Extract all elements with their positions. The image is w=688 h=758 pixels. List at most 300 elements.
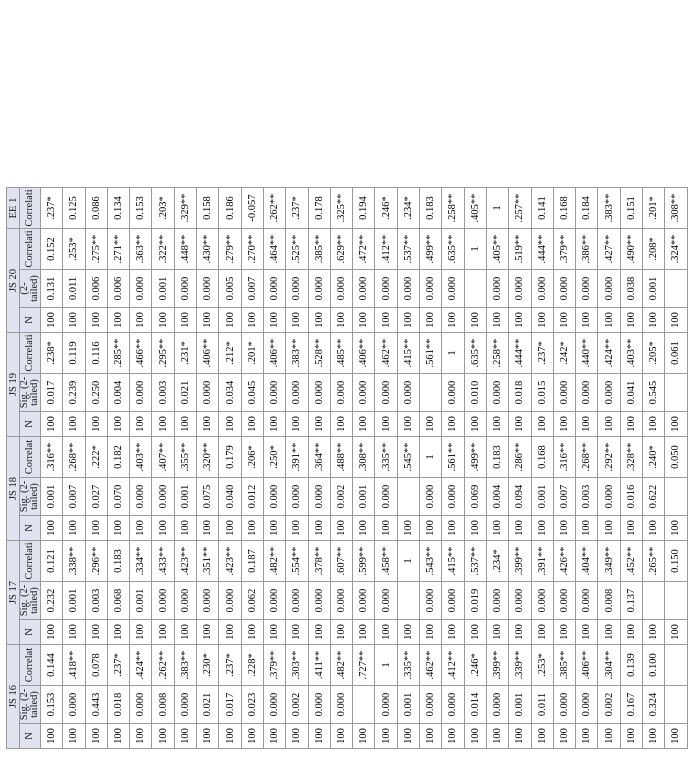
correlation-value: .230*	[197, 645, 219, 686]
table-row	[330, 188, 352, 749]
table-row	[509, 188, 531, 749]
n-value: 100	[576, 724, 598, 749]
sig-value: 0.000	[420, 478, 442, 516]
correlation-value: .472**	[353, 229, 375, 270]
correlation-value: .545**	[397, 437, 419, 478]
sig-value: 0.010	[464, 374, 486, 412]
sig-value: 0.006	[85, 270, 107, 308]
n-value: 100	[375, 620, 397, 645]
n-value: 100	[130, 308, 152, 333]
sig-value	[665, 374, 687, 412]
correlation-value: .320**	[197, 437, 219, 478]
n-value: 100	[130, 724, 152, 749]
table-row	[620, 188, 642, 749]
correlation-value: .391**	[286, 437, 308, 478]
sig-value: 0.000	[174, 686, 196, 724]
correlation-value: .543**	[420, 541, 442, 582]
n-value: 100	[486, 412, 508, 437]
table-row	[197, 188, 219, 749]
correlation-value: .407**	[152, 437, 174, 478]
ee-correlation-value: .203*	[152, 188, 174, 229]
correlation-value: .292**	[598, 437, 620, 478]
correlation-value: .423**	[174, 541, 196, 582]
sig-value: 0.000	[420, 686, 442, 724]
sig-value: 0.000	[152, 582, 174, 620]
correlation-value: .499**	[420, 229, 442, 270]
n-value: 100	[286, 308, 308, 333]
sig-value: 0.008	[598, 582, 620, 620]
table-row	[643, 188, 665, 749]
correlation-value: .399**	[509, 541, 531, 582]
sig-value: 0.038	[620, 270, 642, 308]
ee-correlation-value: .237*	[286, 188, 308, 229]
ee-correlation-value: 0.151	[620, 188, 642, 229]
correlation-value: .250*	[263, 437, 285, 478]
n-value: 100	[308, 724, 330, 749]
n-value: 100	[63, 516, 85, 541]
n-value: 100	[219, 412, 241, 437]
ee-correlation-value: .201*	[643, 188, 665, 229]
n-value: 100	[576, 412, 598, 437]
n-value: 100	[152, 308, 174, 333]
ee-correlation-value: .237*	[41, 188, 63, 229]
sig-value: 0.000	[531, 270, 553, 308]
sig-value: 0.001	[643, 270, 665, 308]
sig-value: 0.443	[85, 686, 107, 724]
sig-value: 0.000	[308, 582, 330, 620]
n-value: 100	[442, 724, 464, 749]
correlation-value: .316**	[41, 437, 63, 478]
sig-value: 0.000	[598, 478, 620, 516]
n-value: 100	[464, 412, 486, 437]
sig-value: 0.000	[197, 582, 219, 620]
n-value: 100	[375, 724, 397, 749]
ee-correlation-value: 0.183	[420, 188, 442, 229]
ee-correlation-value: 0.186	[219, 188, 241, 229]
correlation-value: .426**	[553, 541, 575, 582]
sig-value: 0.014	[464, 686, 486, 724]
n-value: 100	[330, 620, 352, 645]
correlation-value: .201*	[241, 333, 263, 374]
sig-value: 0.000	[375, 478, 397, 516]
n-value: 100	[486, 724, 508, 749]
n-value: 100	[531, 620, 553, 645]
correlation-value: .607**	[330, 541, 352, 582]
sig-value: 0.012	[241, 478, 263, 516]
n-value: 100	[576, 620, 598, 645]
correlation-value: .265**	[643, 541, 665, 582]
n-value: 100	[263, 308, 285, 333]
sig-value: 0.000	[375, 270, 397, 308]
n-value: 100	[152, 412, 174, 437]
n-value: 100	[353, 516, 375, 541]
n-value: 100	[464, 516, 486, 541]
n-value: 100	[152, 724, 174, 749]
sig-label: Sig. (2-tailed)	[20, 686, 41, 724]
n-value: 100	[197, 516, 219, 541]
table-row	[420, 188, 442, 749]
sig-value: 0.000	[442, 478, 464, 516]
header-row-labels	[20, 188, 41, 749]
sig-value: 0.000	[353, 582, 375, 620]
ee-correlation-value: 0.184	[576, 188, 598, 229]
n-value: 100	[442, 412, 464, 437]
sig-value: 0.001	[41, 478, 63, 516]
n-value: 100	[665, 516, 687, 541]
correlation-value: .285**	[107, 333, 129, 374]
table-row	[308, 188, 330, 749]
sig-value: 0.001	[130, 582, 152, 620]
sig-value: 0.034	[219, 374, 241, 412]
sig-value: 0.002	[286, 686, 308, 724]
n-value: 100	[353, 620, 375, 645]
n-value: 100	[219, 724, 241, 749]
table-row	[598, 188, 620, 749]
ee-correlation-value: .308**	[665, 188, 687, 229]
ee-correlation-value: 0.125	[63, 188, 85, 229]
n-value: 100	[620, 724, 642, 749]
sig-value: 0.021	[174, 374, 196, 412]
ee-correlation-value: 0.153	[130, 188, 152, 229]
n-value: 100	[553, 308, 575, 333]
n-value: 100	[174, 724, 196, 749]
ee-correlation-value: 0.168	[553, 188, 575, 229]
ee-correlation-value: -0.057	[241, 188, 263, 229]
sig-value: 0.000	[263, 270, 285, 308]
n-value: 100	[442, 308, 464, 333]
sig-value: 0.000	[263, 582, 285, 620]
ee-correlation-value: 0.158	[197, 188, 219, 229]
sig-value: 0.000	[353, 270, 375, 308]
sig-label: Sig. (2-tailed)	[20, 374, 41, 412]
n-value: 100	[620, 620, 642, 645]
sig-value: 0.250	[85, 374, 107, 412]
sig-value: 0.007	[241, 270, 263, 308]
correlation-value: .490**	[620, 229, 642, 270]
sig-value: 0.023	[241, 686, 263, 724]
n-value: 100	[643, 620, 665, 645]
n-value: 100	[63, 412, 85, 437]
sig-value: 0.000	[442, 270, 464, 308]
n-value: 100	[643, 412, 665, 437]
sig-value: 0.003	[85, 582, 107, 620]
correlation-value: .303**	[286, 645, 308, 686]
n-value: 100	[576, 308, 598, 333]
n-value: 100	[308, 516, 330, 541]
n-value: 100	[197, 620, 219, 645]
correlation-value: .253*	[531, 645, 553, 686]
sig-value: 0.027	[85, 478, 107, 516]
group-title: JS 16	[7, 645, 20, 749]
sig-value: 0.000	[553, 686, 575, 724]
correlation-value: .385**	[553, 645, 575, 686]
correlation-value: .415**	[397, 333, 419, 374]
correlation-value: .499**	[464, 437, 486, 478]
n-value: 100	[286, 724, 308, 749]
correlation-value: .482**	[330, 645, 352, 686]
sig-value: 0.000	[486, 270, 508, 308]
correlation-value: .554**	[286, 541, 308, 582]
correlation-value: 0.119	[63, 333, 85, 374]
n-value: 100	[531, 516, 553, 541]
sig-value: 0.000	[263, 686, 285, 724]
n-value: 100	[665, 724, 687, 749]
n-value: 100	[41, 516, 63, 541]
correlation-value: 0.078	[85, 645, 107, 686]
table-row	[397, 188, 419, 749]
table-row	[553, 188, 575, 749]
n-value: 100	[330, 308, 352, 333]
n-value: 100	[375, 516, 397, 541]
sig-value: 0.000	[375, 582, 397, 620]
correlation-value: .537**	[397, 229, 419, 270]
n-value: 100	[241, 308, 263, 333]
sig-value: 0.000	[576, 270, 598, 308]
n-value: 100	[620, 412, 642, 437]
correlation-value: .334**	[130, 541, 152, 582]
sig-value: 0.000	[375, 374, 397, 412]
sig-value: 0.545	[643, 374, 665, 412]
correlation-value: .403**	[130, 437, 152, 478]
sig-value: 0.000	[152, 478, 174, 516]
n-value: 100	[263, 724, 285, 749]
sig-value: 0.000	[442, 374, 464, 412]
sig-value: 0.167	[620, 686, 642, 724]
group-title: JS 18	[7, 437, 20, 541]
correlation-value: 0.144	[41, 645, 63, 686]
correlation-value: .406**	[576, 645, 598, 686]
sig-value: 0.000	[130, 374, 152, 412]
correlation-value: .296**	[85, 541, 107, 582]
correlation-value: .433**	[152, 541, 174, 582]
correlation-value: .415**	[442, 541, 464, 582]
sig-value: 0.000	[598, 374, 620, 412]
sig-value: 0.001	[353, 478, 375, 516]
sig-value: 0.016	[620, 478, 642, 516]
n-value: 100	[219, 620, 241, 645]
n-value: 100	[107, 412, 129, 437]
n-value: 100	[174, 308, 196, 333]
n-value: 100	[330, 724, 352, 749]
sig-value	[353, 686, 375, 724]
n-value: 100	[553, 724, 575, 749]
correlation-value: .338**	[63, 541, 85, 582]
sig-value: 0.000	[197, 374, 219, 412]
n-value: 100	[553, 620, 575, 645]
n-value: 100	[353, 724, 375, 749]
correlation-value: .316**	[553, 437, 575, 478]
correlation-value: 0.150	[665, 541, 687, 582]
sig-value: 0.018	[107, 686, 129, 724]
sig-value: 0.045	[241, 374, 263, 412]
table-row	[85, 188, 107, 749]
ee-correlation-value: .262**	[263, 188, 285, 229]
n-value: 100	[665, 308, 687, 333]
sig-value: 0.000	[308, 270, 330, 308]
sig-value: 0.000	[420, 270, 442, 308]
correlation-value: .629**	[330, 229, 352, 270]
ee-title: EE 1	[7, 188, 20, 229]
correlation-value: .635**	[442, 229, 464, 270]
ee-correlation-value: 0.086	[85, 188, 107, 229]
n-value: 100	[63, 724, 85, 749]
correlation-value: .378**	[308, 541, 330, 582]
correlation-value: .328**	[620, 437, 642, 478]
n-value: 100	[263, 620, 285, 645]
correlation-value: .406**	[197, 333, 219, 374]
sig-value: 0.000	[308, 686, 330, 724]
correlation-value: .268**	[576, 437, 598, 478]
n-value: 100	[241, 412, 263, 437]
correlation-value: 0.050	[665, 437, 687, 478]
sig-value: 0.005	[219, 270, 241, 308]
correlation-value: .383**	[174, 645, 196, 686]
n-value: 100	[598, 308, 620, 333]
sig-value: 0.000	[130, 270, 152, 308]
correlation-value: .391**	[531, 541, 553, 582]
correlation-value: .237*	[219, 645, 241, 686]
correlation-value: .242*	[553, 333, 575, 374]
n-value: 100	[420, 620, 442, 645]
sig-value	[464, 270, 486, 308]
n-value: 100	[152, 620, 174, 645]
table-row	[63, 188, 85, 749]
correlation-value: .485**	[330, 333, 352, 374]
sig-value: 0.000	[509, 270, 531, 308]
correlation-value: .222*	[85, 437, 107, 478]
ee-correlation-value: .325**	[330, 188, 352, 229]
sig-value: 0.000	[263, 374, 285, 412]
table-row	[241, 188, 263, 749]
correlation-value: .561**	[442, 437, 464, 478]
n-value: 100	[598, 516, 620, 541]
n-label: N	[20, 516, 41, 541]
sig-value: 0.004	[486, 478, 508, 516]
correlation-value: 0.121	[41, 541, 63, 582]
sig-value: 0.239	[63, 374, 85, 412]
correlation-value: .482**	[263, 541, 285, 582]
correlation-label: Correlati	[20, 333, 41, 374]
sig-value: 0.000	[397, 374, 419, 412]
n-value: 100	[130, 620, 152, 645]
sig-value: 0.075	[197, 478, 219, 516]
correlation-value: .452**	[620, 541, 642, 582]
sig-value	[397, 478, 419, 516]
sig-value: 0.000	[263, 478, 285, 516]
sig-value: 0.000	[576, 582, 598, 620]
n-value: 100	[63, 620, 85, 645]
correlation-value: .231*	[174, 333, 196, 374]
table-row	[375, 188, 397, 749]
correlation-value: .234*	[486, 541, 508, 582]
n-label: N	[20, 724, 41, 749]
n-value: 100	[308, 412, 330, 437]
sig-value: 0.018	[509, 374, 531, 412]
sig-value: 0.001	[531, 478, 553, 516]
n-value: 100	[263, 516, 285, 541]
sig-value: 0.007	[63, 478, 85, 516]
ee-correlation-label: Correlati	[20, 188, 41, 229]
n-value: 100	[420, 412, 442, 437]
correlation-value: .444**	[509, 333, 531, 374]
correlation-value: 0.152	[41, 229, 63, 270]
correlation-value: 1	[375, 645, 397, 686]
n-value: 100	[442, 620, 464, 645]
correlation-value: .268**	[63, 437, 85, 478]
sig-value: 0.000	[576, 686, 598, 724]
sig-value: 0.001	[397, 686, 419, 724]
correlation-value: .399**	[486, 645, 508, 686]
correlation-value: .363**	[130, 229, 152, 270]
sig-value: 0.137	[620, 582, 642, 620]
table-row	[152, 188, 174, 749]
correlation-value: .635**	[464, 333, 486, 374]
table-row	[531, 188, 553, 749]
n-value: 100	[509, 412, 531, 437]
n-value: 100	[553, 516, 575, 541]
correlation-value: .462**	[375, 333, 397, 374]
n-value: 100	[197, 308, 219, 333]
sig-value: 0.017	[41, 374, 63, 412]
correlation-value: .308**	[353, 437, 375, 478]
sig-value: 0.008	[152, 686, 174, 724]
n-value: 100	[174, 412, 196, 437]
sig-value: 0.131	[41, 270, 63, 308]
n-label: N	[20, 308, 41, 333]
correlation-value: .424**	[598, 333, 620, 374]
n-value: 100	[486, 516, 508, 541]
correlation-value: .385**	[308, 229, 330, 270]
correlation-value: .537**	[464, 541, 486, 582]
sig-value: 0.000	[442, 686, 464, 724]
n-value: 100	[665, 412, 687, 437]
sig-value: 0.000	[286, 374, 308, 412]
ee-correlation-value: .258**	[442, 188, 464, 229]
sig-value: 0.002	[598, 686, 620, 724]
ee-correlation-value: .329**	[174, 188, 196, 229]
n-value: 100	[85, 724, 107, 749]
sig-value: 0.001	[174, 478, 196, 516]
sig-value: 0.000	[219, 582, 241, 620]
header-row-titles	[7, 188, 20, 749]
correlation-value: .275**	[85, 229, 107, 270]
correlation-value: 0.187	[241, 541, 263, 582]
correlation-value: .270**	[241, 229, 263, 270]
sig-value: 0.000	[531, 582, 553, 620]
sig-value: 0.000	[308, 374, 330, 412]
sig-label: Sig. (2-tailed)	[20, 582, 41, 620]
correlation-value: .335**	[397, 645, 419, 686]
n-value: 100	[509, 308, 531, 333]
correlation-value: .727**	[353, 645, 375, 686]
correlation-value: .418**	[63, 645, 85, 686]
sig-value: 0.000	[553, 374, 575, 412]
n-value: 100	[107, 724, 129, 749]
n-value: 100	[63, 308, 85, 333]
sig-value: 0.000	[174, 582, 196, 620]
correlation-value: 0.182	[107, 437, 129, 478]
correlation-value: .364**	[308, 437, 330, 478]
table-row	[219, 188, 241, 749]
correlation-value: .262**	[152, 645, 174, 686]
n-value: 100	[420, 516, 442, 541]
correlation-value: .424**	[130, 645, 152, 686]
n-value: 100	[85, 308, 107, 333]
correlation-value: .240*	[643, 437, 665, 478]
ee-correlation-value: .234*	[397, 188, 419, 229]
correlation-value: .448**	[174, 229, 196, 270]
sig-value: 0.011	[531, 686, 553, 724]
